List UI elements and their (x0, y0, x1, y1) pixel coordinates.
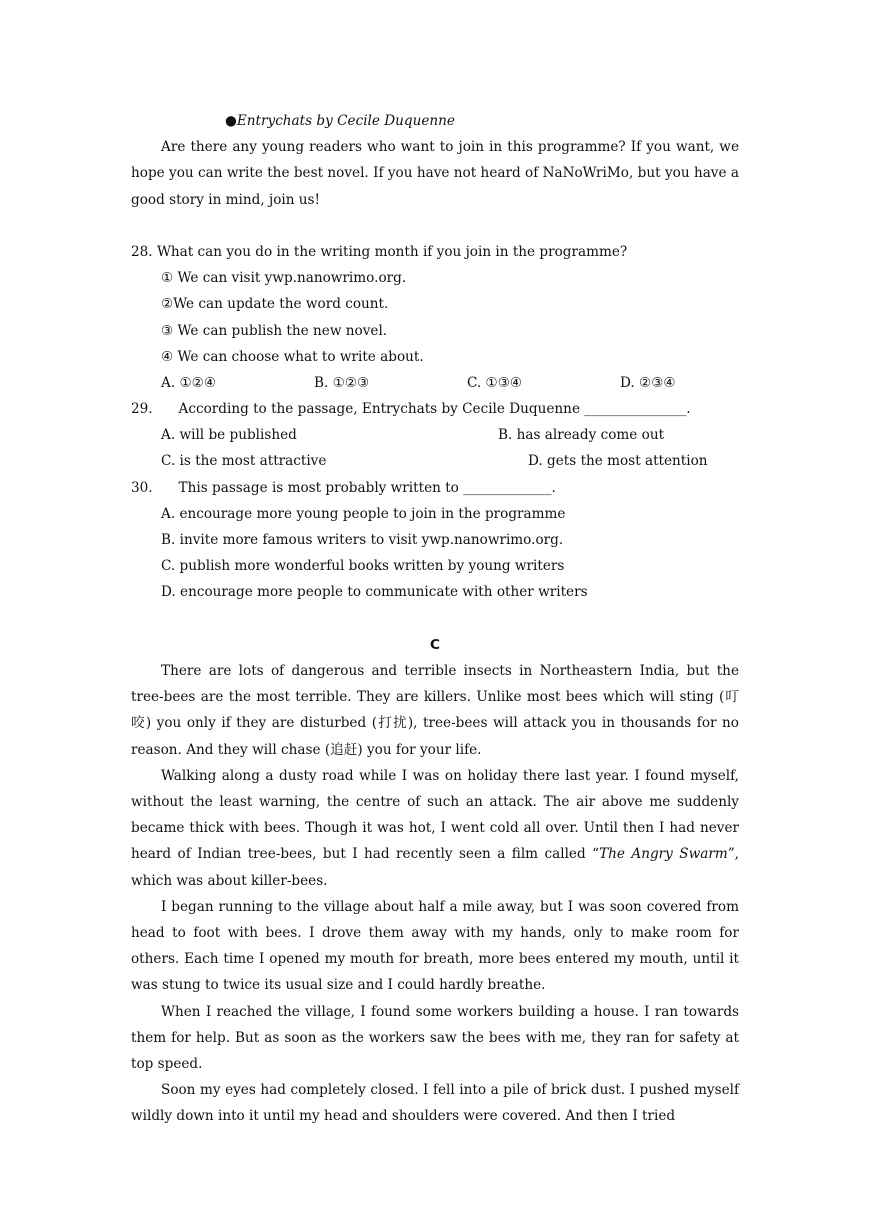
document-page (131, 108, 739, 1130)
entry-paragraph: Are there any young readers who want to join in this programme? If you want, we hope you can write the best novel. If you have not heard of NaNoWriMo, but you have a good story in mind, join us! (131, 139, 739, 208)
q29-options-row-1 (131, 422, 739, 448)
section-c-heading: C (430, 636, 440, 653)
q30-option-a: A. encourage more young people to join in the programme (161, 505, 566, 522)
q28-item-2: ②We can update the word count. (161, 296, 389, 313)
passage-c-paragraph-4: When I reached the village, I found some workers building a house. I ran towards them for help. But as soon as the workers saw the bees with me, they ran for safety at top speed. (131, 1003, 739, 1073)
bullet-mark: ● (225, 113, 237, 129)
film-title: The Angry Swarm (599, 846, 728, 863)
passage-c-paragraph-5: Soon my eyes had completely closed. I fell into a pile of brick dust. I pushed myself wildly down into it until my head and shoulders were covered. And then I tried (131, 1082, 739, 1125)
q28-choice-a: A. ①②④ (161, 374, 217, 391)
q30-option-b: B. invite more famous writers to visit ywp.nanowrimo.org. (161, 532, 564, 549)
q29-options-row-2 (131, 448, 739, 474)
q28-item-4: ④ We can choose what to write about. (161, 348, 424, 365)
question-30-stem: 30. This passage is most probably written to _____________. (131, 479, 556, 496)
entry-title (131, 108, 739, 134)
q30-option-d: D. encourage more people to communicate with other writers (161, 584, 588, 601)
spacer (131, 606, 739, 632)
p2-text-before: Walking along a dusty road while I was on holiday there last year. I found myself, without the least warning, the centre of such an attack. The air above me suddenly became thick with bees. Though it was hot, I went cold all over. Until then I had never heard of Indian tree-bees, but I had recently seen a film called “ (131, 767, 739, 863)
spacer (131, 213, 739, 239)
question-29-stem: 29. According to the passage, Entrychats by Cecile Duquenne _______________. (131, 401, 691, 418)
q29-option-a: A. will be published (161, 427, 297, 444)
q28-choice-b: B. ①②③ (314, 374, 370, 391)
passage-c-paragraph-3: I began running to the village about half a mile away, but I was soon covered from head to foot with bees. I drove them away with my hands, only to make room for others. Each time I opened my mouth for breath, more bees entered my mouth, until it was stung to twice its usual size and I could hardly breathe. (131, 898, 739, 994)
passage-c-paragraph-2 (131, 763, 739, 894)
question-28-stem: 28. What can you do in the writing month if you join in the programme? (131, 243, 628, 260)
q29-option-b: B. has already come out (498, 427, 665, 444)
q30-option-c: C. publish more wonderful books written by young writers (161, 558, 565, 575)
entry-title-text: Entrychats by Cecile Duquenne (236, 113, 455, 129)
passage-c-paragraph-1: There are lots of dangerous and terrible insects in Northeastern India, but the tree-bees are the most terrible. They are killers. Unlike most bees which will sting (叮咬) you only if they are disturbed (打扰), tree-bees will attack you in thousands for no reason. And they will chase (追赶) you for your life. (131, 662, 739, 758)
q29-option-d: D. gets the most attention (528, 453, 708, 470)
p2-text-after: ”, which was about killer-bees. (131, 846, 739, 889)
q28-choice-c: C. ①③④ (467, 374, 523, 391)
q28-choices (131, 370, 739, 396)
q28-choice-d: D. ②③④ (620, 374, 676, 391)
q28-item-1: ① We can visit ywp.nanowrimo.org. (161, 270, 407, 287)
q28-item-3: ③ We can publish the new novel. (161, 322, 388, 339)
q29-option-c: C. is the most attractive (161, 453, 327, 470)
